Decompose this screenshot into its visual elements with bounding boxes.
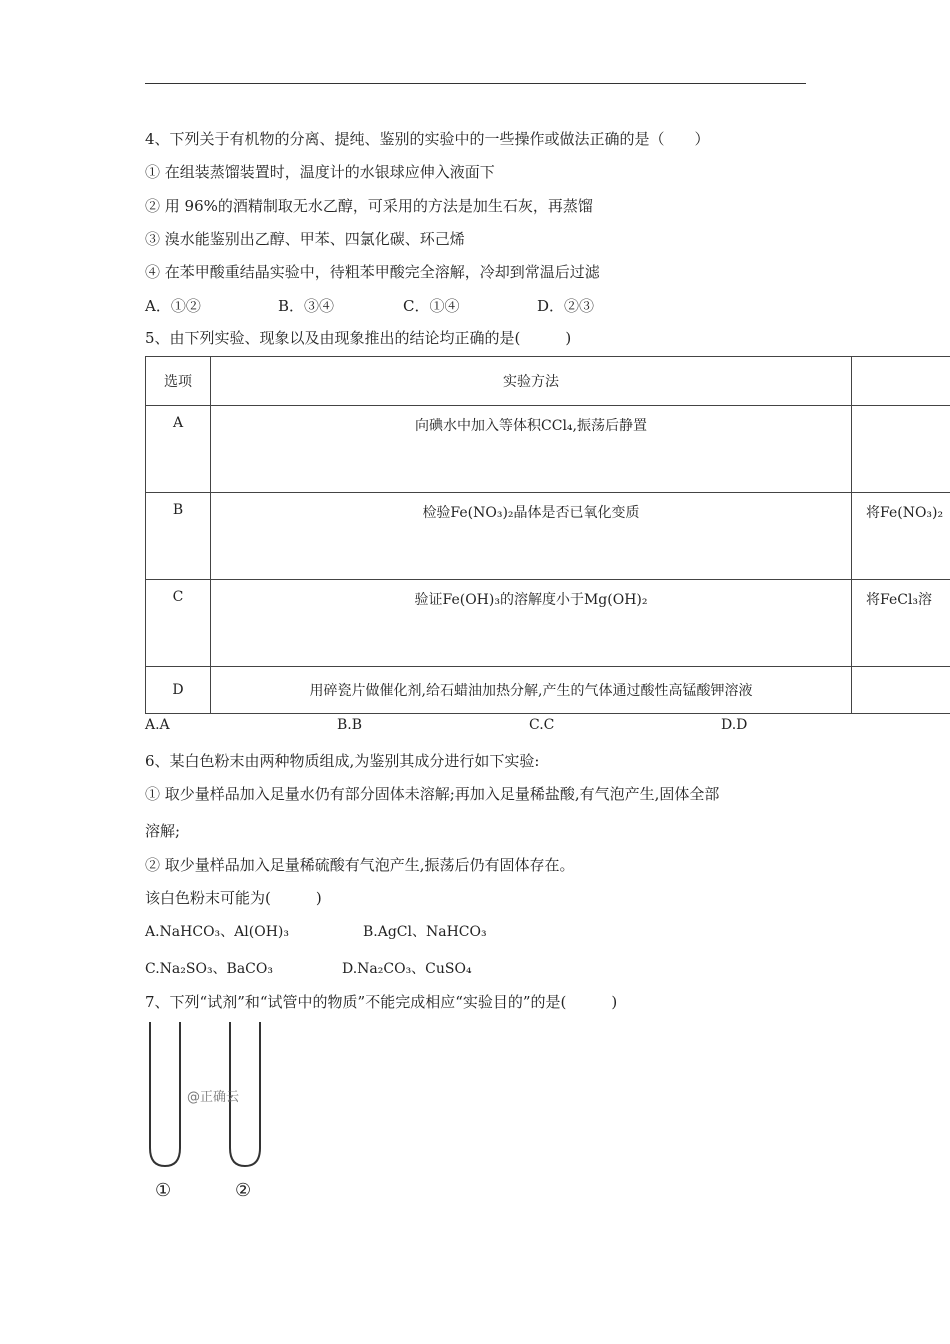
row-extra: [852, 667, 950, 714]
q6-item-1: ① 取少量样品加入足量水仍有部分固体未溶解;再加入足量稀盐酸,有气泡产生,固体全部: [145, 785, 720, 803]
table-row: [146, 406, 950, 493]
row-method: 向碘水中加入等体积CCl₄,振荡后静置: [415, 418, 647, 434]
header-option: 选项: [146, 357, 211, 406]
header-extra: [852, 357, 950, 406]
q4-item-4: ④ 在苯甲酸重结晶实验中，待粗苯甲酸完全溶解，冷却到常温后过滤: [145, 263, 600, 281]
row-extra: [866, 406, 950, 415]
tube-label-1: ①: [155, 1180, 172, 1201]
q4-option-c: C．①④: [403, 297, 460, 315]
row-method: 验证Fe(OH)₃的溶解度小于Mg(OH)₂: [414, 592, 648, 608]
q6-item-1-continued: 溶解;: [145, 822, 181, 840]
q5-stem: 5、由下列实验、现象以及由现象推出的结论均正确的是( ): [145, 329, 572, 347]
q4-option-a: A．①②: [145, 297, 201, 315]
q5-option-c: C.C: [529, 717, 555, 733]
q5-option-d: D.D: [721, 717, 748, 733]
tube-label-2: ②: [235, 1180, 252, 1201]
q6-option-d: D.Na₂CO₃、CuSO₄: [342, 961, 472, 977]
watermark: @正确云: [187, 1090, 240, 1105]
header-rule: [145, 83, 806, 84]
q7-stem: 7、下列“试剂”和“试管中的物质”不能完成相应“实验目的”的是( ): [145, 993, 618, 1011]
q6-option-b: B.AgCl、NaHCO₃: [363, 924, 487, 940]
q6-item-2: ② 取少量样品加入足量稀硫酸有气泡产生,振荡后仍有固体存在。: [145, 856, 575, 874]
table-row: [146, 580, 950, 667]
row-option: C: [172, 589, 184, 605]
q6-option-c: C.Na₂SO₃、BaCO₃: [145, 961, 273, 977]
row-option: A: [172, 415, 184, 431]
q6-stem: 6、某白色粉末由两种物质组成,为鉴别其成分进行如下实验:: [145, 752, 540, 770]
q6-option-a: A.NaHCO₃、Al(OH)₃: [145, 924, 289, 940]
q4-item-3: ③ 溴水能鉴别出乙醇、甲苯、四氯化碳、环己烯: [145, 230, 465, 248]
test-tube-1: [150, 1022, 180, 1166]
q4-stem: 4、下列关于有机物的分离、提纯、鉴别的实验中的一些操作或做法正确的是（ ）: [145, 130, 710, 148]
q4-option-d: D．②③: [537, 297, 595, 315]
q4-item-1: ① 在组装蒸馏装置时，温度计的水银球应伸入液面下: [145, 163, 495, 181]
table-header-row: [146, 357, 950, 406]
q4-item-2: ② 用 96%的酒精制取无水乙醇，可采用的方法是加生石灰，再蒸馏: [145, 197, 593, 215]
row-option: D: [146, 667, 211, 714]
row-option: B: [172, 502, 184, 518]
row-extra: 将FeCl₃溶: [866, 592, 933, 608]
header-method: 实验方法: [211, 357, 852, 406]
table-row: [146, 667, 950, 714]
row-method: 检验Fe(NO₃)₂晶体是否已氧化变质: [422, 505, 640, 521]
q6-question: 该白色粉末可能为( ): [145, 889, 322, 907]
row-extra: 将Fe(NO₃)₂: [866, 505, 944, 521]
table-row: [146, 493, 950, 580]
q4-option-b: B．③④: [278, 297, 335, 315]
experiment-table: [145, 356, 950, 714]
q5-option-b: B.B: [337, 717, 363, 733]
q5-option-a: A.A: [145, 717, 170, 733]
row-method: 用碎瓷片做催化剂,给石蜡油加热分解,产生的气体通过酸性高锰酸钾溶液: [211, 667, 852, 714]
